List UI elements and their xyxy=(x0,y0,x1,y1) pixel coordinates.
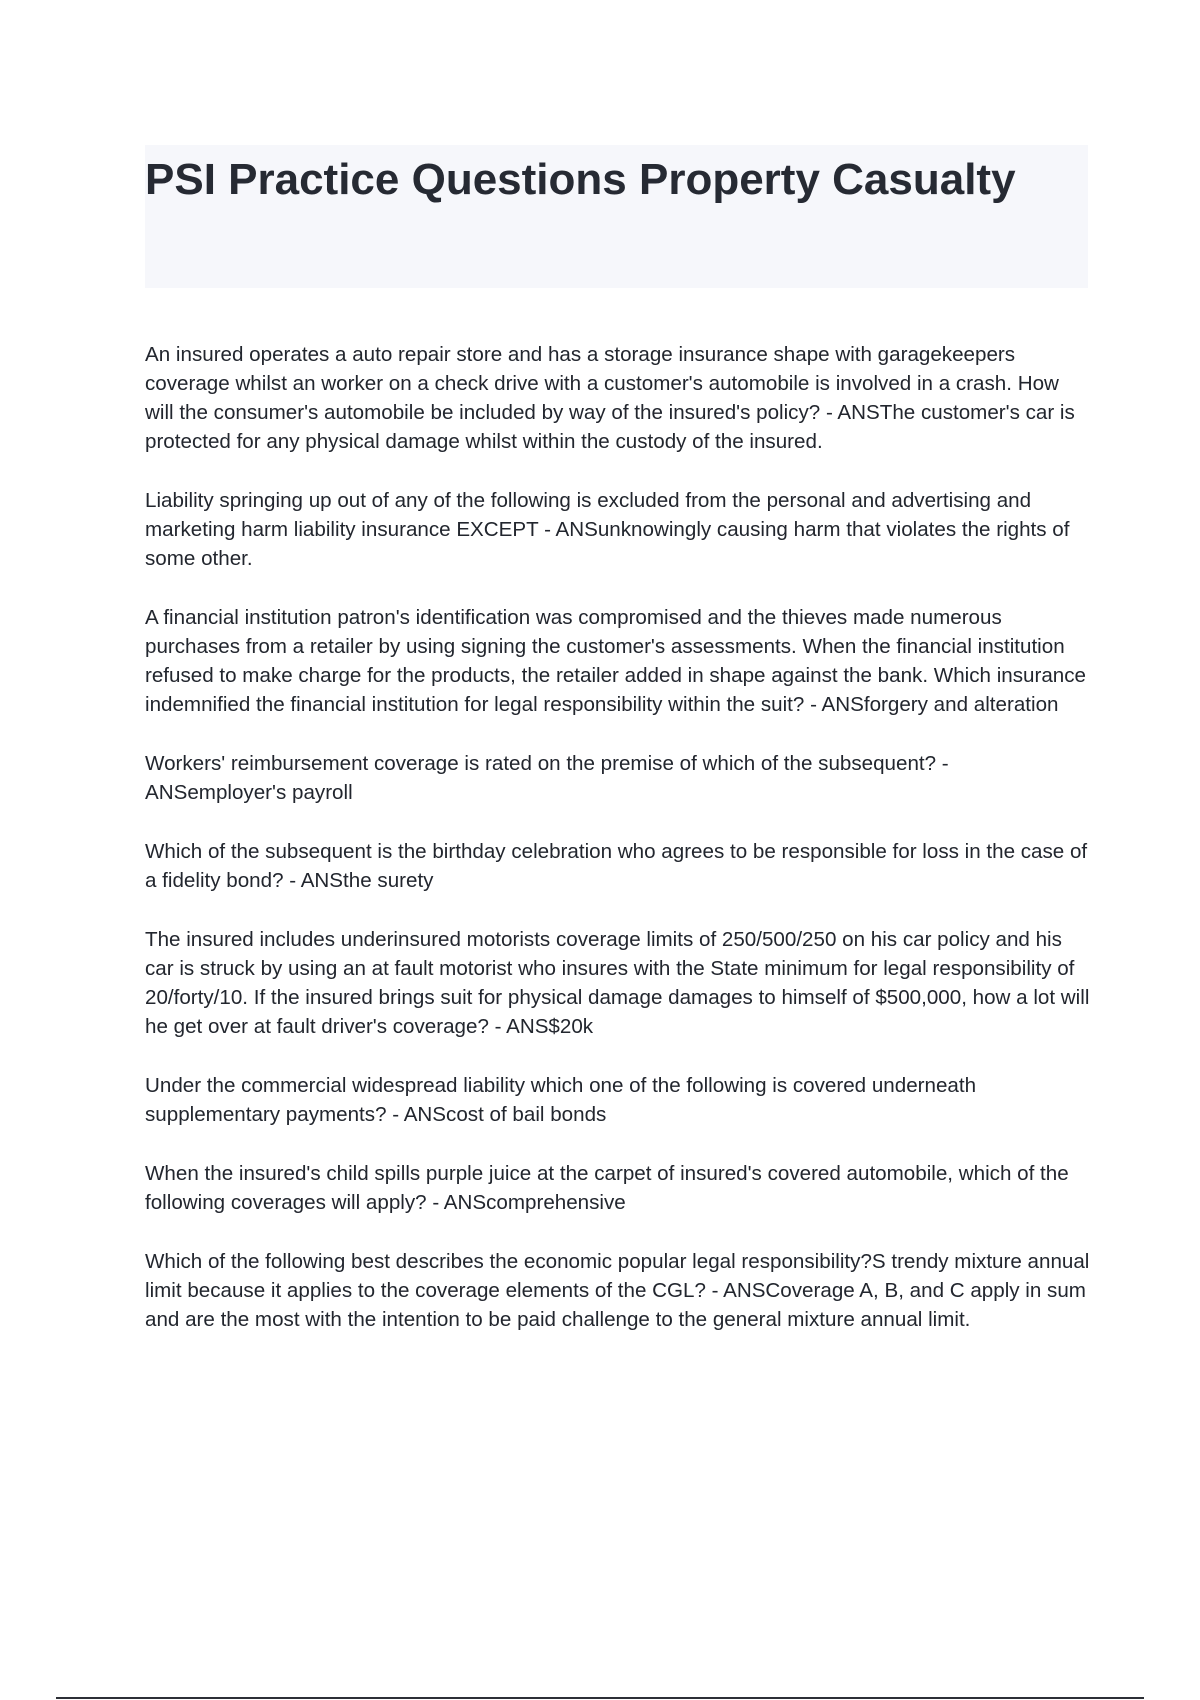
qa-item: The insured includes underinsured motorists coverage limits of 250/500/250 on his car policy and his car is struck by using an at fault motorist who insures with the State minimum for legal responsibility of 20/forty/10. If the insured brings suit for physical damage damages to himself of $500,000, how a lot will he get over at fault driver's coverage? - ANS$20k xyxy=(145,928,1090,1038)
qa-item: Under the commercial widespread liability which one of the following is covered underneath supplementary payments? - ANScost of bail bonds xyxy=(145,1074,977,1126)
qa-item: Liability springing up out of any of the following is excluded from the personal and advertising and marketing harm liability insurance EXCEPT - ANSunknowingly causing harm that violates the rights of some other. xyxy=(145,489,1070,570)
qa-list xyxy=(145,340,1090,1364)
qa-item: When the insured's child spills purple juice at the carpet of insured's covered automobile, which of the following coverages will apply? - ANScomprehensive xyxy=(145,1162,1069,1214)
qa-item: A financial institution patron's identification was compromised and the thieves made numerous purchases from a retailer by using signing the customer's assessments. When the financial institution refused to make charge for the products, the retailer added in shape against the bank. Which insurance indemnified the financial institution for legal responsibility within the suit? - ANSforgery and alteration xyxy=(145,606,1087,716)
qa-item: Which of the following best describes the economic popular legal responsibility?S trendy mixture annual limit because it applies to the coverage elements of the CGL? - ANSCoverage A, B, and C apply in sum and are the most with the intention to be paid challenge to the general mixture annual limit. xyxy=(145,1250,1090,1331)
title-banner xyxy=(145,145,1088,288)
qa-item: An insured operates a auto repair store and has a storage insurance shape with garagekeepers coverage whilst an worker on a check drive with a customer's automobile is involved in a crash. How will the consumer's automobile be included by way of the insured's policy? - ANSThe customer's car is protected for any physical damage whilst within the custody of the insured. xyxy=(145,343,1075,453)
footer-rule xyxy=(56,1697,1144,1699)
page-title: PSI Practice Questions Property Casualty xyxy=(145,155,1016,204)
qa-item: Which of the subsequent is the birthday celebration who agrees to be responsible for loss in the case of a fidelity bond? - ANSthe surety xyxy=(145,840,1088,892)
qa-item: Workers' reimbursement coverage is rated on the premise of which of the subsequent? - ANSemployer's payroll xyxy=(145,752,949,804)
